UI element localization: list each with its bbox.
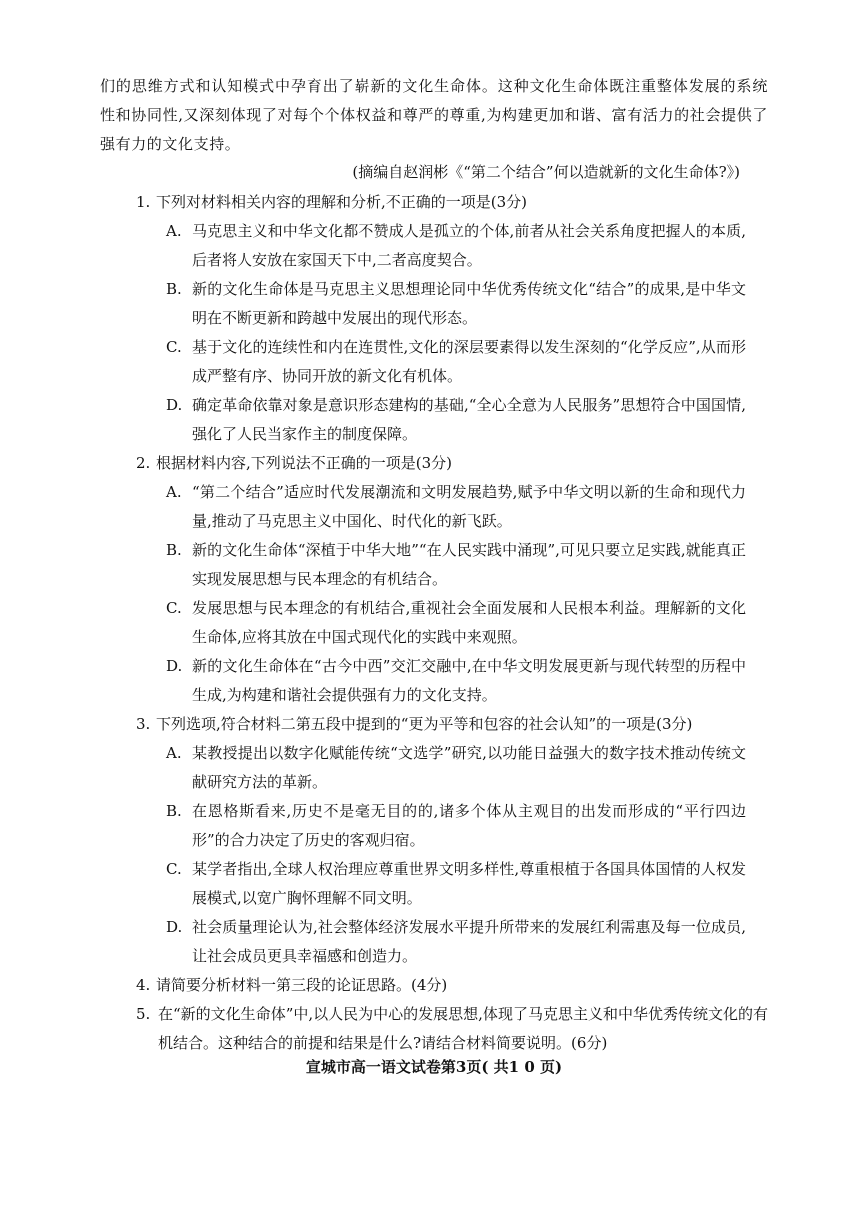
- question-2: [136, 449, 768, 478]
- option-letter: D.: [166, 918, 183, 936]
- option-text: 新的文化生命体“深植于中华大地”“在人民实践中涌现”,可见只要立足实践,就能真正实现发展思想与民本理念的有机结合。: [192, 541, 746, 588]
- q2-option-d: [166, 652, 746, 710]
- option-letter: A.: [166, 222, 182, 240]
- question-4: [136, 971, 768, 1000]
- question-1: [136, 188, 768, 217]
- option-text: 在恩格斯看来,历史不是毫无目的的,诸多个体从主观目的出发而形成的“平行四边形”的合力决定了历史的客观归宿。: [192, 802, 746, 849]
- option-text: 某学者指出,全球人权治理应尊重世界文明多样性,尊重根植于各国具体国情的人权发展模式,以宽广胸怀理解不同文明。: [192, 860, 746, 907]
- option-letter: B.: [166, 280, 182, 298]
- q1-option-b: [166, 275, 746, 333]
- q3-option-d: [166, 913, 746, 971]
- intro-paragraph: 们的思维方式和认知模式中孕育出了崭新的文化生命体。这种文化生命体既注重整体发展的系统性和协同性,又深刻体现了对每个个体权益和尊严的尊重,为构建更加和谐、富有活力的社会提供了强有力的文化支持。: [100, 77, 768, 153]
- option-text: 新的文化生命体是马克思主义思想理论同中华优秀传统文化“结合”的成果,是中华文明在不断更新和跨越中发展出的现代形态。: [192, 280, 746, 327]
- option-letter: B.: [166, 802, 182, 820]
- option-text: 马克思主义和中华文化都不赞成人是孤立的个体,前者从社会关系角度把握人的本质,后者将人安放在家国天下中,二者高度契合。: [192, 222, 746, 269]
- option-letter: C.: [166, 860, 182, 878]
- option-letter: D.: [166, 657, 183, 675]
- option-text: “第二个结合”适应时代发展潮流和文明发展趋势,赋予中华文明以新的生命和现代力量,推动了马克思主义中国化、时代化的新飞跃。: [192, 483, 746, 530]
- option-letter: C.: [166, 599, 182, 617]
- q2-option-c: [166, 594, 746, 652]
- q1-option-a: [166, 217, 746, 275]
- question-number: 2.: [136, 454, 151, 472]
- q1-option-d: [166, 391, 746, 449]
- q2-option-b: [166, 536, 746, 594]
- q3-option-a: [166, 739, 746, 797]
- option-text: 社会质量理论认为,社会整体经济发展水平提升所带来的发展红利需惠及每一位成员,让社会成员更具幸福感和创造力。: [192, 918, 746, 965]
- q2-option-a: [166, 478, 746, 536]
- question-stem: 下列对材料相关内容的理解和分析,不正确的一项是(3分): [156, 193, 528, 211]
- question-5: [136, 1000, 768, 1058]
- question-stem: 下列选项,符合材料二第五段中提到的“更为平等和包容的社会认知”的一项是(3分): [156, 715, 693, 733]
- source-citation: (摘编自赵润彬《“第二个结合”何以造就新的文化生命体?》): [352, 163, 740, 181]
- question-number: 1.: [136, 193, 151, 211]
- question-number: 3.: [136, 715, 151, 733]
- question-number: 5.: [136, 1005, 151, 1023]
- q3-option-c: [166, 855, 746, 913]
- question-text: 请简要分析材料一第三段的论证思路。(4分): [156, 976, 448, 994]
- q1-option-c: [166, 333, 746, 391]
- option-letter: D.: [166, 396, 183, 414]
- option-letter: A.: [166, 744, 182, 762]
- question-3: [136, 710, 768, 739]
- q3-option-b: [166, 797, 746, 855]
- question-stem: 根据材料内容,下列说法不正确的一项是(3分): [156, 454, 453, 472]
- option-text: 基于文化的连续性和内在连贯性,文化的深层要素得以发生深刻的“化学反应”,从而形成严整有序、协同开放的新文化有机体。: [192, 338, 746, 385]
- question-text: 在“新的文化生命体”中,以人民为中心的发展思想,体现了马克思主义和中华优秀传统文化的有机结合。这种结合的前提和结果是什么?请结合材料简要说明。(6分): [158, 1005, 768, 1052]
- option-text: 某教授提出以数字化赋能传统“文选学”研究,以功能日益强大的数字技术推动传统文献研究方法的革新。: [192, 744, 746, 791]
- option-letter: C.: [166, 338, 182, 356]
- option-letter: B.: [166, 541, 182, 559]
- option-letter: A.: [166, 483, 182, 501]
- option-text: 确定革命依靠对象是意识形态建构的基础,“全心全意为人民服务”思想符合中国国情,强化了人民当家作主的制度保障。: [192, 396, 746, 443]
- option-text: 新的文化生命体在“古今中西”交汇交融中,在中华文明发展更新与现代转型的历程中生成,为构建和谐社会提供强有力的文化支持。: [192, 657, 746, 704]
- page-footer: 宣城市高一语文试卷第3页( 共1 0 页): [305, 1058, 563, 1076]
- question-number: 4.: [136, 976, 151, 994]
- option-text: 发展思想与民本理念的有机结合,重视社会全面发展和人民根本利益。理解新的文化生命体,应将其放在中国式现代化的实践中来观照。: [192, 599, 746, 646]
